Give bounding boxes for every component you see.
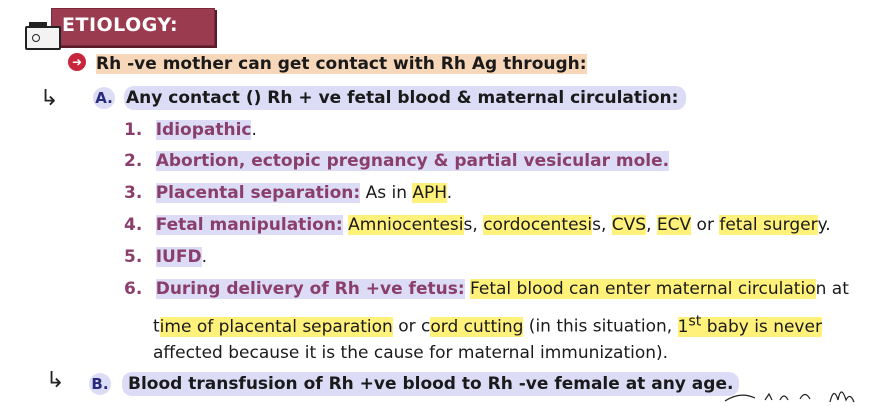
section-a-letter: A. bbox=[93, 87, 115, 109]
list-item: 3. Placental separation: As in APH. bbox=[124, 183, 453, 203]
list-item-continuation: time of placental separation or cord cutting (in this situation, 1st baby is never bbox=[153, 313, 822, 337]
section-title: ETIOLOGY: bbox=[62, 14, 179, 36]
section-b-letter: B. bbox=[89, 373, 111, 395]
list-item: 4. Fetal manipulation: Amniocentesis, cordocentesis, CVS, ECV or fetal surgery. bbox=[124, 215, 831, 235]
section-a-text: Any contact () Rh + ve fetal blood & maternal circulation: bbox=[124, 86, 686, 110]
hand-drawn-arrow-icon: ↳ bbox=[46, 368, 65, 393]
list-item: 1. Idiopathic. bbox=[124, 120, 257, 140]
heading-text: Rh -ve mother can get contact with Rh Ag through: bbox=[96, 54, 587, 74]
list-item: 6. During delivery of Rh +ve fetus: Fetal blood can enter maternal circulation at bbox=[124, 279, 849, 299]
hand-drawn-arrow-icon: ↳ bbox=[40, 86, 59, 111]
heading-line bbox=[96, 52, 587, 76]
arrow-right-icon: ➜ bbox=[68, 53, 86, 71]
section-b-text: Blood transfusion of Rh +ve blood to Rh -ve female at any age. bbox=[122, 372, 739, 396]
folder-icon bbox=[25, 26, 61, 50]
section-a-line bbox=[124, 86, 686, 110]
list-item: 5. IUFD. bbox=[124, 247, 207, 267]
list-item-continuation: affected because it is the cause for maternal immunization). bbox=[153, 343, 669, 363]
section-b-line bbox=[122, 372, 739, 396]
handwritten-scribble bbox=[720, 386, 880, 406]
list-item: 2. Abortion, ectopic pregnancy & partial vesicular mole. bbox=[124, 151, 670, 171]
